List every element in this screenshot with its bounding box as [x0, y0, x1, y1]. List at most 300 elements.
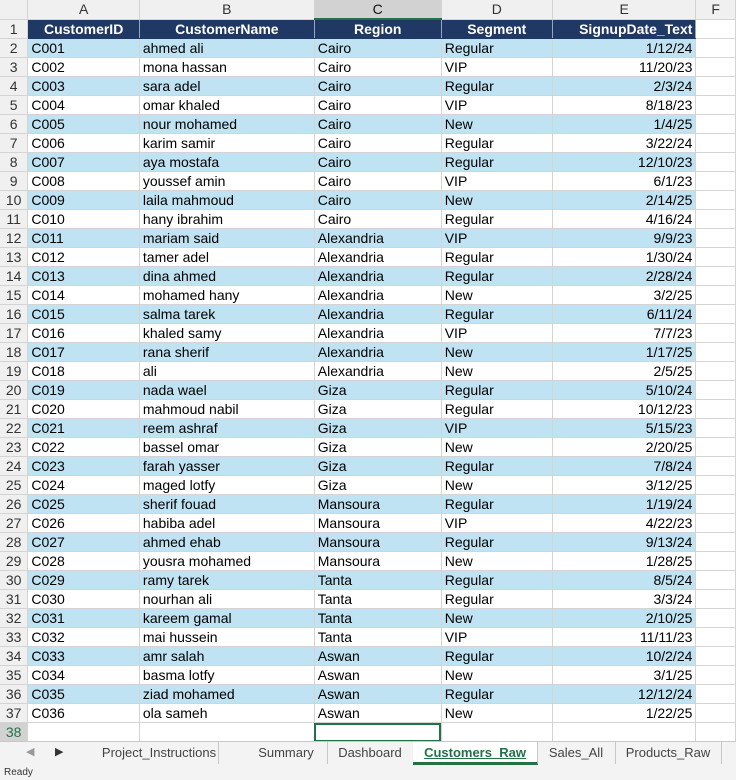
data-cell[interactable]: Tanta	[314, 590, 441, 609]
column-header-B[interactable]: B	[139, 0, 314, 19]
data-cell[interactable]: Giza	[314, 476, 441, 495]
row-header-3[interactable]: 3	[0, 58, 28, 77]
scroll-tabs-right-icon[interactable]: ▶	[55, 746, 64, 758]
row-header-19[interactable]: 19	[0, 362, 28, 381]
data-cell[interactable]: Regular	[441, 495, 552, 514]
data-cell[interactable]: VIP	[441, 324, 552, 343]
data-cell[interactable]: C010	[28, 210, 140, 229]
data-cell[interactable]: New	[441, 438, 552, 457]
sheet-tab-customers-raw[interactable]: Customers_Raw	[413, 742, 538, 765]
data-cell[interactable]: Alexandria	[314, 305, 441, 324]
data-cell[interactable]: sara adel	[139, 77, 314, 96]
data-cell[interactable]: New	[441, 362, 552, 381]
data-cell[interactable]: C009	[28, 191, 140, 210]
data-cell[interactable]: C032	[28, 628, 140, 647]
row-header-20[interactable]: 20	[0, 381, 28, 400]
data-cell[interactable]: Tanta	[314, 571, 441, 590]
data-cell[interactable]: Mansoura	[314, 552, 441, 571]
row-header-30[interactable]: 30	[0, 571, 28, 590]
data-cell[interactable]: New	[441, 704, 552, 723]
data-cell[interactable]: hany ibrahim	[139, 210, 314, 229]
data-cell[interactable]: 8/18/23	[552, 96, 696, 115]
data-cell[interactable]: New	[441, 552, 552, 571]
data-cell[interactable]: kareem gamal	[139, 609, 314, 628]
data-cell[interactable]: C028	[28, 552, 140, 571]
data-cell[interactable]: 1/17/25	[552, 343, 696, 362]
data-cell[interactable]: mai hussein	[139, 628, 314, 647]
row-header-29[interactable]: 29	[0, 552, 28, 571]
cell[interactable]	[696, 153, 736, 172]
data-cell[interactable]: 6/11/24	[552, 305, 696, 324]
data-cell[interactable]: Cairo	[314, 210, 441, 229]
data-cell[interactable]: Tanta	[314, 609, 441, 628]
sheet-tab-summary[interactable]: Summary	[245, 742, 328, 764]
data-cell[interactable]: New	[441, 609, 552, 628]
data-cell[interactable]: Alexandria	[314, 362, 441, 381]
cell[interactable]	[696, 381, 736, 400]
data-cell[interactable]: New	[441, 286, 552, 305]
data-cell[interactable]: 11/20/23	[552, 58, 696, 77]
data-cell[interactable]: 4/22/23	[552, 514, 696, 533]
data-cell[interactable]: ahmed ehab	[139, 533, 314, 552]
row-header-26[interactable]: 26	[0, 495, 28, 514]
select-all-corner[interactable]	[0, 0, 28, 19]
column-header-D[interactable]: D	[441, 0, 552, 19]
data-cell[interactable]: VIP	[441, 514, 552, 533]
data-cell[interactable]: sherif fouad	[139, 495, 314, 514]
data-cell[interactable]: C013	[28, 267, 140, 286]
data-cell[interactable]: C034	[28, 666, 140, 685]
row-header-32[interactable]: 32	[0, 609, 28, 628]
data-cell[interactable]: Cairo	[314, 96, 441, 115]
sheet-tab-dashboard[interactable]: Dashboard	[327, 742, 414, 764]
data-cell[interactable]: C024	[28, 476, 140, 495]
data-cell[interactable]: VIP	[441, 58, 552, 77]
cell[interactable]	[696, 723, 736, 742]
data-cell[interactable]: nourhan ali	[139, 590, 314, 609]
row-header-17[interactable]: 17	[0, 324, 28, 343]
data-cell[interactable]: Regular	[441, 153, 552, 172]
data-cell[interactable]: Regular	[441, 647, 552, 666]
header-cell[interactable]: CustomerID	[28, 19, 140, 39]
data-cell[interactable]: C003	[28, 77, 140, 96]
cell[interactable]	[696, 571, 736, 590]
data-cell[interactable]: Giza	[314, 419, 441, 438]
cell[interactable]	[696, 666, 736, 685]
row-header-23[interactable]: 23	[0, 438, 28, 457]
sheet-tab-project-instructions[interactable]: Project_Instructions	[100, 742, 219, 764]
data-cell[interactable]: 2/5/25	[552, 362, 696, 381]
data-cell[interactable]: C022	[28, 438, 140, 457]
data-cell[interactable]: VIP	[441, 229, 552, 248]
data-cell[interactable]: C033	[28, 647, 140, 666]
data-cell[interactable]: Alexandria	[314, 267, 441, 286]
cell[interactable]	[696, 248, 736, 267]
column-header-A[interactable]: A	[28, 0, 140, 19]
data-cell[interactable]: Regular	[441, 381, 552, 400]
table-row	[0, 172, 736, 191]
data-cell[interactable]: Regular	[441, 305, 552, 324]
data-cell[interactable]: Alexandria	[314, 324, 441, 343]
data-cell[interactable]: 1/22/25	[552, 704, 696, 723]
row-header-2[interactable]: 2	[0, 39, 28, 58]
row-header-13[interactable]: 13	[0, 248, 28, 267]
cell[interactable]	[696, 134, 736, 153]
table-row	[0, 134, 736, 153]
data-cell[interactable]: C035	[28, 685, 140, 704]
data-cell[interactable]: C031	[28, 609, 140, 628]
cell[interactable]	[696, 115, 736, 134]
data-cell[interactable]: Cairo	[314, 153, 441, 172]
data-cell[interactable]: C012	[28, 248, 140, 267]
cell[interactable]	[696, 495, 736, 514]
cell[interactable]	[696, 533, 736, 552]
data-cell[interactable]: dina ahmed	[139, 267, 314, 286]
data-cell[interactable]: C016	[28, 324, 140, 343]
data-cell[interactable]: 1/4/25	[552, 115, 696, 134]
data-cell[interactable]: 2/20/25	[552, 438, 696, 457]
row-header-8[interactable]: 8	[0, 153, 28, 172]
data-cell[interactable]: Regular	[441, 134, 552, 153]
data-cell[interactable]: New	[441, 115, 552, 134]
cell[interactable]	[696, 400, 736, 419]
data-cell[interactable]: 7/7/23	[552, 324, 696, 343]
row-header-1[interactable]: 1	[0, 19, 28, 39]
data-cell[interactable]: Alexandria	[314, 343, 441, 362]
cell[interactable]	[139, 723, 314, 742]
cell[interactable]	[696, 267, 736, 286]
cell[interactable]	[696, 96, 736, 115]
data-cell[interactable]: VIP	[441, 628, 552, 647]
data-cell[interactable]: Alexandria	[314, 229, 441, 248]
data-cell[interactable]: C005	[28, 115, 140, 134]
data-cell[interactable]: Giza	[314, 438, 441, 457]
row-header-12[interactable]: 12	[0, 229, 28, 248]
row-header-16[interactable]: 16	[0, 305, 28, 324]
data-cell[interactable]: C007	[28, 153, 140, 172]
data-cell[interactable]: Regular	[441, 457, 552, 476]
data-cell[interactable]: New	[441, 476, 552, 495]
table-row	[0, 362, 736, 381]
table-row	[0, 39, 736, 58]
data-cell[interactable]: Cairo	[314, 134, 441, 153]
data-cell[interactable]: C002	[28, 58, 140, 77]
row-header-33[interactable]: 33	[0, 628, 28, 647]
row-header-31[interactable]: 31	[0, 590, 28, 609]
table-row	[0, 438, 736, 457]
data-cell[interactable]: C018	[28, 362, 140, 381]
data-cell[interactable]: Aswan	[314, 704, 441, 723]
data-cell[interactable]: C023	[28, 457, 140, 476]
cell[interactable]	[696, 343, 736, 362]
cell[interactable]	[696, 191, 736, 210]
row-header-38[interactable]: 38	[0, 723, 28, 742]
data-cell[interactable]: Alexandria	[314, 248, 441, 267]
row-header-36[interactable]: 36	[0, 685, 28, 704]
table-row	[0, 115, 736, 134]
data-cell[interactable]: Regular	[441, 39, 552, 58]
column-header-F[interactable]: F	[696, 0, 736, 19]
header-cell[interactable]: Region	[314, 19, 441, 39]
data-cell[interactable]: youssef amin	[139, 172, 314, 191]
cell[interactable]	[696, 362, 736, 381]
data-cell[interactable]: aya mostafa	[139, 153, 314, 172]
data-cell[interactable]: mohamed hany	[139, 286, 314, 305]
row-header-10[interactable]: 10	[0, 191, 28, 210]
row-header-5[interactable]: 5	[0, 96, 28, 115]
data-cell[interactable]: C020	[28, 400, 140, 419]
table-row	[0, 77, 736, 96]
cell[interactable]	[696, 324, 736, 343]
data-cell[interactable]: C027	[28, 533, 140, 552]
data-cell[interactable]: 5/10/24	[552, 381, 696, 400]
data-cell[interactable]: ziad mohamed	[139, 685, 314, 704]
row-header-21[interactable]: 21	[0, 400, 28, 419]
cell[interactable]	[696, 58, 736, 77]
data-cell[interactable]: 7/8/24	[552, 457, 696, 476]
data-cell[interactable]: 5/15/23	[552, 419, 696, 438]
row-header-35[interactable]: 35	[0, 666, 28, 685]
data-cell[interactable]: 4/16/24	[552, 210, 696, 229]
cell[interactable]	[696, 39, 736, 58]
data-cell[interactable]: yousra mohamed	[139, 552, 314, 571]
data-cell[interactable]: omar khaled	[139, 96, 314, 115]
data-cell[interactable]: 2/3/24	[552, 77, 696, 96]
data-cell[interactable]: Regular	[441, 590, 552, 609]
cell[interactable]	[696, 438, 736, 457]
data-cell[interactable]: C025	[28, 495, 140, 514]
data-cell[interactable]: Cairo	[314, 77, 441, 96]
data-cell[interactable]: 1/12/24	[552, 39, 696, 58]
data-cell[interactable]: 9/9/23	[552, 229, 696, 248]
data-cell[interactable]: Regular	[441, 400, 552, 419]
cell[interactable]	[696, 305, 736, 324]
row-header-9[interactable]: 9	[0, 172, 28, 191]
table-row	[0, 609, 736, 628]
header-cell[interactable]: SignupDate_Text	[552, 19, 696, 39]
data-cell[interactable]: 11/11/23	[552, 628, 696, 647]
data-cell[interactable]: 10/2/24	[552, 647, 696, 666]
table-row	[0, 191, 736, 210]
data-cell[interactable]: 3/1/25	[552, 666, 696, 685]
data-cell[interactable]: 3/22/24	[552, 134, 696, 153]
data-cell[interactable]: 1/19/24	[552, 495, 696, 514]
row-header-37[interactable]: 37	[0, 704, 28, 723]
table-row	[0, 58, 736, 77]
row-header-7[interactable]: 7	[0, 134, 28, 153]
table-row	[0, 381, 736, 400]
data-cell[interactable]: 9/13/24	[552, 533, 696, 552]
data-cell[interactable]: Regular	[441, 267, 552, 286]
data-cell[interactable]: 3/2/25	[552, 286, 696, 305]
table-row	[0, 210, 736, 229]
column-header-E[interactable]: E	[552, 0, 696, 19]
data-cell[interactable]: Mansoura	[314, 514, 441, 533]
data-cell[interactable]: laila mahmoud	[139, 191, 314, 210]
scroll-tabs-left-icon[interactable]: ◀	[26, 746, 35, 758]
data-cell[interactable]: C015	[28, 305, 140, 324]
row-header-18[interactable]: 18	[0, 343, 28, 362]
data-cell[interactable]: C011	[28, 229, 140, 248]
data-cell[interactable]: ola sameh	[139, 704, 314, 723]
data-cell[interactable]: rana sherif	[139, 343, 314, 362]
sheet-tab-bar	[0, 741, 736, 766]
data-cell[interactable]: mahmoud nabil	[139, 400, 314, 419]
cell[interactable]	[696, 647, 736, 666]
cell[interactable]	[696, 210, 736, 229]
data-cell[interactable]: Aswan	[314, 685, 441, 704]
row-header-14[interactable]: 14	[0, 267, 28, 286]
cell[interactable]	[696, 704, 736, 723]
cell[interactable]	[441, 723, 552, 742]
row-header-22[interactable]: 22	[0, 419, 28, 438]
data-cell[interactable]: 2/28/24	[552, 267, 696, 286]
data-cell[interactable]: C004	[28, 96, 140, 115]
data-cell[interactable]: amr salah	[139, 647, 314, 666]
row-header-15[interactable]: 15	[0, 286, 28, 305]
cell[interactable]	[696, 590, 736, 609]
data-cell[interactable]: Regular	[441, 248, 552, 267]
data-cell[interactable]: 2/14/25	[552, 191, 696, 210]
column-header-C[interactable]: C	[314, 0, 441, 19]
cell[interactable]	[28, 723, 140, 742]
row-header-24[interactable]: 24	[0, 457, 28, 476]
cell[interactable]	[696, 628, 736, 647]
cell[interactable]	[696, 685, 736, 704]
data-cell[interactable]: ali	[139, 362, 314, 381]
cell[interactable]	[696, 172, 736, 191]
data-cell[interactable]: Cairo	[314, 58, 441, 77]
cell[interactable]	[696, 514, 736, 533]
row-header-34[interactable]: 34	[0, 647, 28, 666]
data-cell[interactable]: Giza	[314, 400, 441, 419]
row-header-27[interactable]: 27	[0, 514, 28, 533]
cell[interactable]	[696, 476, 736, 495]
data-cell[interactable]: Mansoura	[314, 533, 441, 552]
data-cell[interactable]: Regular	[441, 77, 552, 96]
data-cell[interactable]: New	[441, 666, 552, 685]
data-cell[interactable]: Giza	[314, 457, 441, 476]
data-cell[interactable]: mariam said	[139, 229, 314, 248]
row-header-4[interactable]: 4	[0, 77, 28, 96]
cell[interactable]	[696, 77, 736, 96]
cell[interactable]	[696, 552, 736, 571]
data-cell[interactable]: New	[441, 343, 552, 362]
data-cell[interactable]: salma tarek	[139, 305, 314, 324]
row-header-11[interactable]: 11	[0, 210, 28, 229]
data-cell[interactable]: mona hassan	[139, 58, 314, 77]
data-cell[interactable]: C017	[28, 343, 140, 362]
data-cell[interactable]: Tanta	[314, 628, 441, 647]
data-cell[interactable]: Cairo	[314, 172, 441, 191]
cell[interactable]	[696, 457, 736, 476]
data-cell[interactable]: C006	[28, 134, 140, 153]
data-cell[interactable]: karim samir	[139, 134, 314, 153]
sheet-tab-sales-all[interactable]: Sales_All	[537, 742, 616, 764]
data-cell[interactable]: tamer adel	[139, 248, 314, 267]
row-header-6[interactable]: 6	[0, 115, 28, 134]
data-cell[interactable]: Alexandria	[314, 286, 441, 305]
cell[interactable]	[314, 723, 441, 742]
data-cell[interactable]: C026	[28, 514, 140, 533]
table-row	[0, 229, 736, 248]
header-cell[interactable]: CustomerName	[139, 19, 314, 39]
data-cell[interactable]: ramy tarek	[139, 571, 314, 590]
data-cell[interactable]: C021	[28, 419, 140, 438]
data-cell[interactable]: 12/12/24	[552, 685, 696, 704]
data-cell[interactable]: Aswan	[314, 647, 441, 666]
data-cell[interactable]: khaled samy	[139, 324, 314, 343]
row-header-25[interactable]: 25	[0, 476, 28, 495]
data-cell[interactable]: reem ashraf	[139, 419, 314, 438]
cell[interactable]	[696, 419, 736, 438]
data-cell[interactable]: Cairo	[314, 191, 441, 210]
table-row	[0, 267, 736, 286]
data-cell[interactable]: C030	[28, 590, 140, 609]
data-cell[interactable]: Giza	[314, 381, 441, 400]
data-cell[interactable]: Aswan	[314, 666, 441, 685]
cell[interactable]	[696, 286, 736, 305]
cell[interactable]	[552, 723, 696, 742]
data-cell[interactable]: Regular	[441, 685, 552, 704]
data-cell[interactable]: VIP	[441, 172, 552, 191]
table-row	[0, 305, 736, 324]
data-cell[interactable]: habiba adel	[139, 514, 314, 533]
table-row	[0, 495, 736, 514]
table-row	[0, 666, 736, 685]
data-cell[interactable]: maged lotfy	[139, 476, 314, 495]
data-cell[interactable]: 8/5/24	[552, 571, 696, 590]
sheet-tab-products-raw[interactable]: Products_Raw	[615, 742, 722, 764]
data-cell[interactable]: 1/30/24	[552, 248, 696, 267]
data-cell[interactable]: VIP	[441, 419, 552, 438]
data-cell[interactable]: basma lotfy	[139, 666, 314, 685]
data-cell[interactable]: Cairo	[314, 39, 441, 58]
data-cell[interactable]: Regular	[441, 571, 552, 590]
cell[interactable]	[696, 609, 736, 628]
data-cell[interactable]: New	[441, 191, 552, 210]
data-cell[interactable]: 1/28/25	[552, 552, 696, 571]
header-cell[interactable]: Segment	[441, 19, 552, 39]
data-cell[interactable]: 3/12/25	[552, 476, 696, 495]
data-cell[interactable]: C001	[28, 39, 140, 58]
data-cell[interactable]: ahmed ali	[139, 39, 314, 58]
data-cell[interactable]: C019	[28, 381, 140, 400]
data-cell[interactable]: Regular	[441, 210, 552, 229]
data-cell[interactable]: bassel omar	[139, 438, 314, 457]
data-cell[interactable]: 3/3/24	[552, 590, 696, 609]
row-header-28[interactable]: 28	[0, 533, 28, 552]
data-cell[interactable]: 2/10/25	[552, 609, 696, 628]
data-cell[interactable]: 10/12/23	[552, 400, 696, 419]
table-row	[0, 533, 736, 552]
data-cell[interactable]: Cairo	[314, 115, 441, 134]
cell[interactable]	[696, 229, 736, 248]
data-cell[interactable]: C008	[28, 172, 140, 191]
data-cell[interactable]: Regular	[441, 533, 552, 552]
data-cell[interactable]: VIP	[441, 96, 552, 115]
data-cell[interactable]: 6/1/23	[552, 172, 696, 191]
data-cell[interactable]: C014	[28, 286, 140, 305]
data-cell[interactable]: Mansoura	[314, 495, 441, 514]
data-cell[interactable]: nada wael	[139, 381, 314, 400]
data-cell[interactable]: nour mohamed	[139, 115, 314, 134]
cell[interactable]	[696, 19, 736, 39]
data-cell[interactable]: farah yasser	[139, 457, 314, 476]
data-cell[interactable]: C029	[28, 571, 140, 590]
data-cell[interactable]: 12/10/23	[552, 153, 696, 172]
data-cell[interactable]: C036	[28, 704, 140, 723]
